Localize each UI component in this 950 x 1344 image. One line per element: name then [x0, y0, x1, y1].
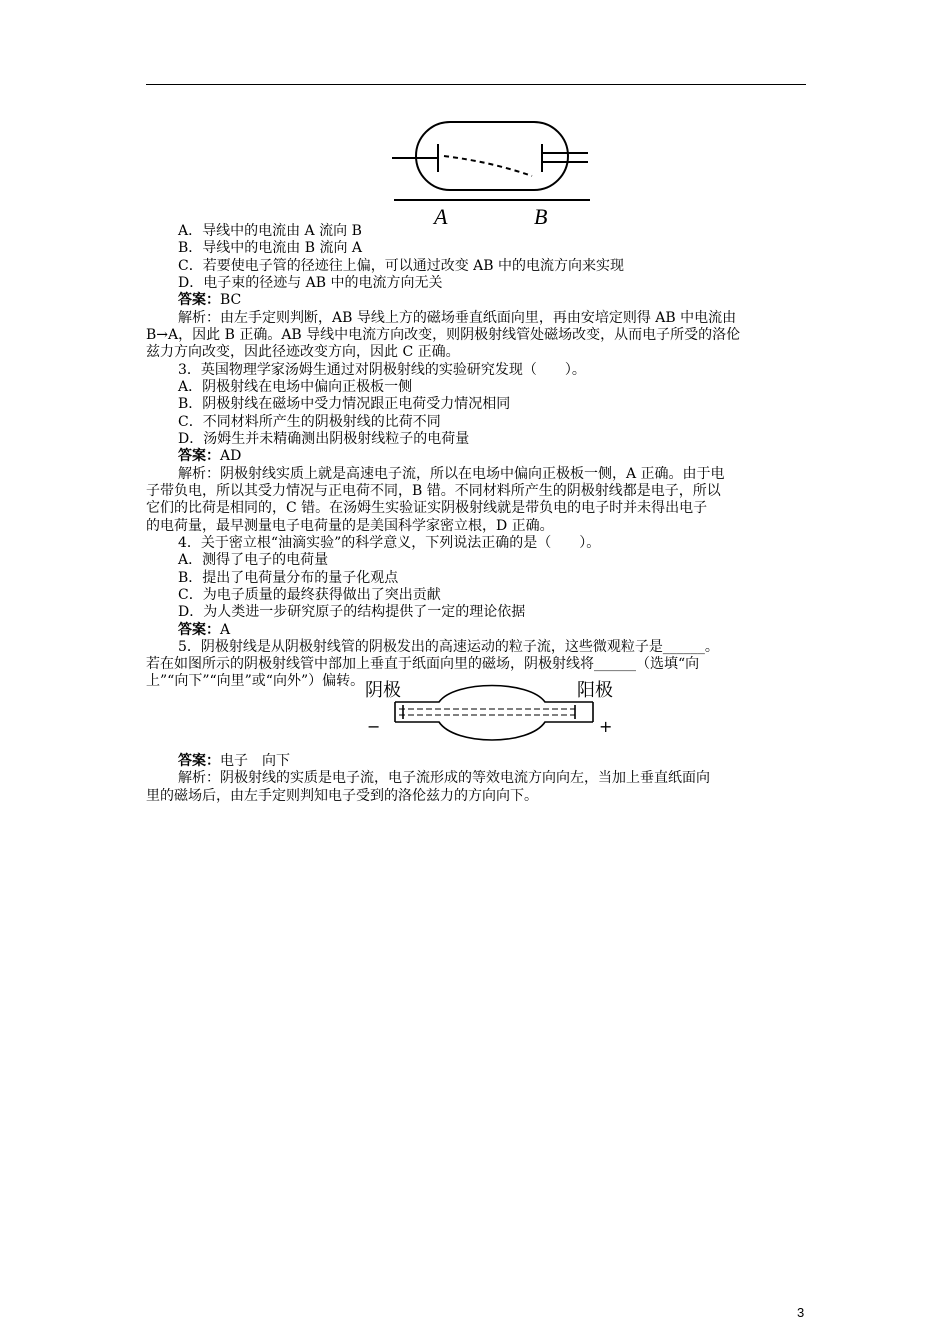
q4-option-c: C．为电子质量的最终获得做出了突出贡献: [178, 587, 441, 603]
q2-analysis-line: 兹力方向改变，因此径迹改变方向，因此 C 正确。: [146, 344, 460, 360]
q3-option-b: B．阴极射线在磁场中受力情况跟正电荷受力情况相同: [178, 396, 511, 412]
plus-sign: +: [599, 717, 613, 736]
q5-stem-line: 若在如图所示的阴极射线管中部加上垂直于纸面向里的磁场，阴极射线将______（选填“向: [146, 656, 700, 672]
q4-option-d: D．为人类进一步研究原子的结构提供了一定的理论依据: [178, 604, 526, 620]
q4-option-b: B．提出了电荷量分布的量子化观点: [178, 570, 399, 586]
q3-analysis-line: 它们的比荷是相同的，C 错。在汤姆生实验证实阴极射线就是带负电的电子时并未得出电子: [146, 500, 708, 516]
answer-value: BC: [220, 292, 242, 308]
q5-answer: [178, 753, 290, 770]
q3-analysis-line: 子带负电，所以其受力情况与正电荷不同，B 错。不同材料所产生的阴极射线都是电子，所以: [146, 483, 721, 499]
answer-value: AD: [220, 448, 242, 464]
answer-label: 答案：: [178, 292, 220, 308]
answer-label: 答案：: [178, 622, 220, 638]
header-rule: [146, 84, 806, 85]
q3-answer: [178, 448, 241, 465]
page-number: 3: [797, 1305, 805, 1320]
q5-stem-line: 5．阴极射线是从阴极射线管的阴极发出的高速运动的粒子流，这些微观粒子是______。: [178, 639, 719, 655]
q3-analysis-line: 解析：阴极射线实质上就是高速电子流，所以在电场中偏向正极板一侧，A 正确。由于电: [178, 466, 725, 482]
q5-analysis-line: 解析：阴极射线的实质是电子流，电子流形成的等效电流方向向左，当加上垂直纸面向: [178, 770, 710, 786]
q2-answer: [178, 292, 241, 309]
q5-stem-line: 上”“向下”“向里”或“向外”）偏转。: [146, 673, 365, 689]
answer-value: A: [220, 622, 231, 638]
label-b: B: [534, 204, 548, 229]
q2-option-c: C．若要使电子管的径迹往上偏，可以通过改变 AB 中的电流方向来实现: [178, 258, 625, 274]
q3-analysis-line: 的电荷量，最早测量电子电荷量的是美国科学家密立根，D 正确。: [146, 518, 554, 534]
q3-option-d: D．汤姆生并未精确测出阴极射线粒子的电荷量: [178, 431, 470, 447]
answer-label: 答案：: [178, 753, 220, 769]
answer-label: 答案：: [178, 448, 220, 464]
q2-option-a: A．导线中的电流由 A 流向 B: [178, 223, 362, 239]
answer-value: 电子 向下: [220, 753, 290, 769]
q3-option-c: C．不同材料所产生的阴极射线的比荷不同: [178, 414, 441, 430]
q5-analysis-line: 里的磁场后，由左手定则判知电子受到的洛伦兹力的方向向下。: [146, 788, 538, 804]
q2-analysis-line: B→A，因此 B 正确。AB 导线中电流方向改变，则阴极射线管处磁场改变，从而电子所受的洛伦: [146, 327, 741, 343]
q3-stem: 3．英国物理学家汤姆生通过对阴极射线的实验研究发现（ ）。: [178, 362, 586, 378]
q2-analysis-line: 解析：由左手定则判断，AB 导线上方的磁场垂直纸面向里，再由安培定则得 AB 中电流由: [178, 310, 737, 326]
minus-sign: −: [367, 717, 381, 736]
label-a: A: [434, 204, 448, 229]
q4-answer: [178, 622, 230, 639]
electron-tube-figure: [392, 118, 592, 230]
q2-option-d: D．电子束的径迹与 AB 中的电流方向无关: [178, 275, 443, 291]
cathode-ray-tube-figure: [355, 674, 625, 754]
q2-option-b: B．导线中的电流由 B 流向 A: [178, 240, 363, 256]
q4-option-a: A．测得了电子的电荷量: [178, 552, 329, 568]
cathode-label: 阴极: [365, 680, 401, 701]
q3-option-a: A．阴极射线在电场中偏向正极板一侧: [178, 379, 413, 395]
anode-label: 阳极: [577, 680, 613, 701]
q4-stem: 4．关于密立根“油滴实验”的科学意义，下列说法正确的是（ ）。: [178, 535, 601, 551]
